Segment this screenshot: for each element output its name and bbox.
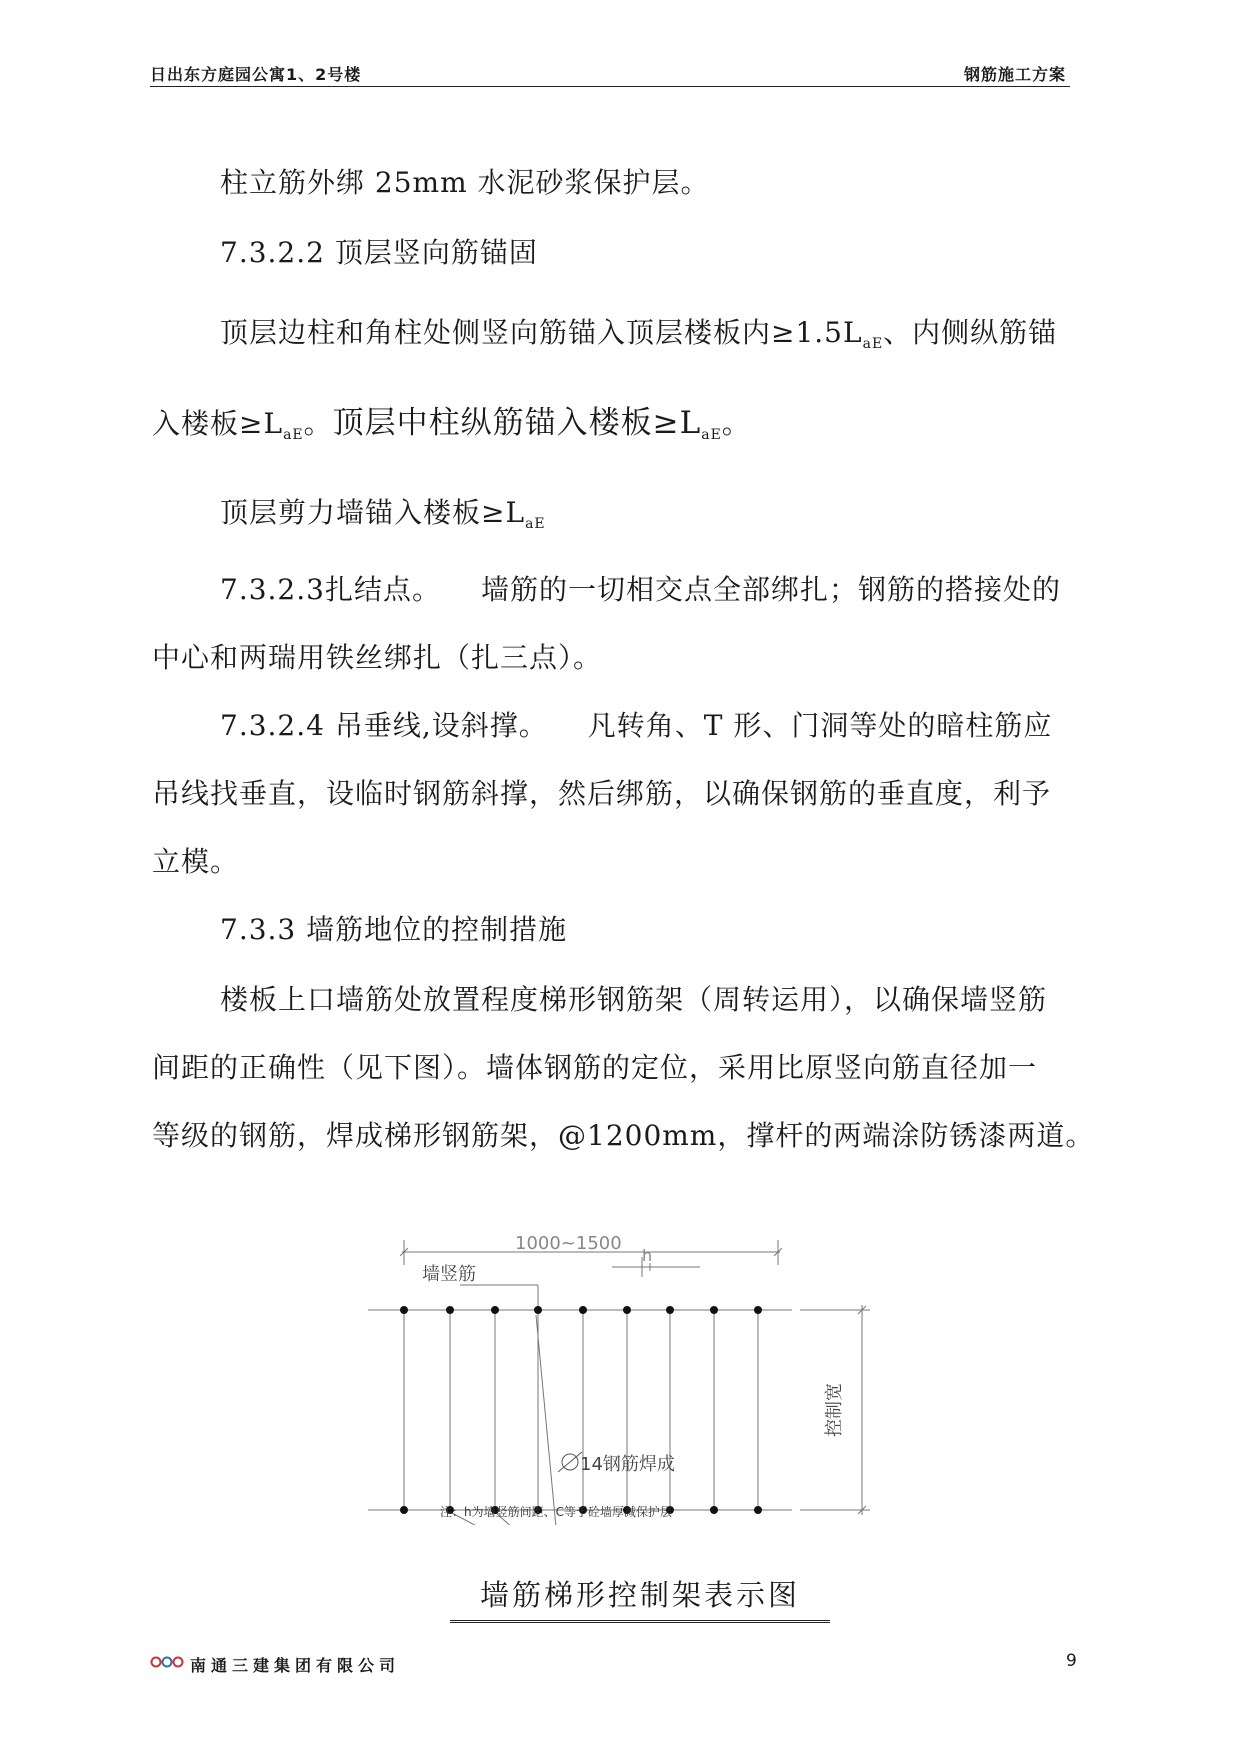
heading-7-3-2-2: 7.3.2.2 顶层竖向筋锚固 [220, 236, 538, 269]
dimension-top-label: 1000~1500 [515, 1233, 622, 1254]
text-segment: 。 [303, 407, 333, 440]
header-document-title: 钢筋施工方案 [963, 65, 1066, 84]
page-number: 9 [1066, 1651, 1077, 1671]
heading-7-3-3: 7.3.3 墙筋地位的控制措施 [220, 913, 568, 946]
text-segment: 顶层边柱和角柱处侧竖向筋锚入顶层楼板内≥1.5L [220, 316, 863, 349]
control-width-label: 控制宽 [824, 1383, 845, 1437]
ladder-frame-diagram [360, 1225, 880, 1525]
text-segment: 墙筋的一切相交点全部绑扎；钢筋的搭接处的 [480, 573, 1061, 606]
paragraph-positioning-line1: 楼板上口墙筋处放置程度梯形钢筋架（周转运用），以确保墙竖筋 [220, 983, 1048, 1016]
subscript-ae: aE [701, 427, 722, 443]
paragraph-tie-points-line2: 中心和两瑞用铁丝绑扎（扎三点）。 [152, 641, 603, 674]
dimension-h-label: h [642, 1246, 653, 1265]
paragraph-plumb-line3: 立模。 [152, 845, 240, 878]
text-segment: 顶层剪力墙锚入楼板≥L [220, 496, 526, 529]
text-segment: 、内侧纵筋锚 [883, 316, 1058, 349]
weld-label: 14钢筋焊成 [580, 1454, 675, 1475]
paragraph-positioning-line3: 等级的钢筋，焊成梯形钢筋架，@1200mm，撑杆的两端涂防锈漆两道。 [152, 1119, 1095, 1152]
section-number: 7.3.2.3扎结点。 [220, 573, 441, 606]
paragraph-shear-wall-anchorage [152, 498, 1185, 539]
paragraph-positioning-line2: 间距的正确性（见下图）。墙体钢筋的定位，采用比原竖向筋直径加一 [152, 1051, 1038, 1084]
paragraph-plumb-line2: 吊线找垂直，设临时钢筋斜撑，然后绑筋，以确保钢筋的垂直度，利予 [152, 777, 1052, 810]
paragraph-top-anchorage-line2 [152, 405, 1117, 450]
figure-title: 墙筋梯形控制架表示图 [450, 1573, 830, 1623]
subscript-ae: aE [862, 336, 884, 352]
text-segment: 凡转角、T 形、门洞等处的暗柱筋应 [587, 709, 1053, 742]
page-header [150, 58, 1070, 87]
subscript-ae: aE [525, 516, 546, 532]
phi-symbol [558, 1452, 582, 1472]
footer-company-name: 南通三建集团有限公司 [190, 1656, 401, 1675]
text-segment: 入楼板≥L [152, 407, 284, 440]
text-segment: 顶层中柱纵筋锚入楼板≥L [332, 405, 702, 441]
wall-bar-label: 墙竖筋 [422, 1264, 476, 1285]
text-segment: 。 [721, 407, 751, 440]
section-number: 7.3.2.4 吊垂线,设斜撑。 [220, 709, 548, 742]
figure-note: 注：h为墙竖筋间距、C等于砼墙厚减保护层 [440, 1505, 672, 1519]
header-project-name: 日出东方庭园公寓1、2号楼 [150, 65, 362, 84]
paragraph-plumb-line1 [152, 711, 1185, 741]
company-logo-icon [150, 1654, 190, 1670]
weld-label-block [550, 1440, 750, 1480]
paragraph-column-cover: 柱立筋外绑 25mm 水泥砂浆保护层。 [220, 166, 710, 199]
paragraph-tie-points-line1 [152, 575, 1185, 605]
subscript-ae: aE [283, 427, 304, 443]
paragraph-top-anchorage-line1 [152, 318, 1185, 359]
